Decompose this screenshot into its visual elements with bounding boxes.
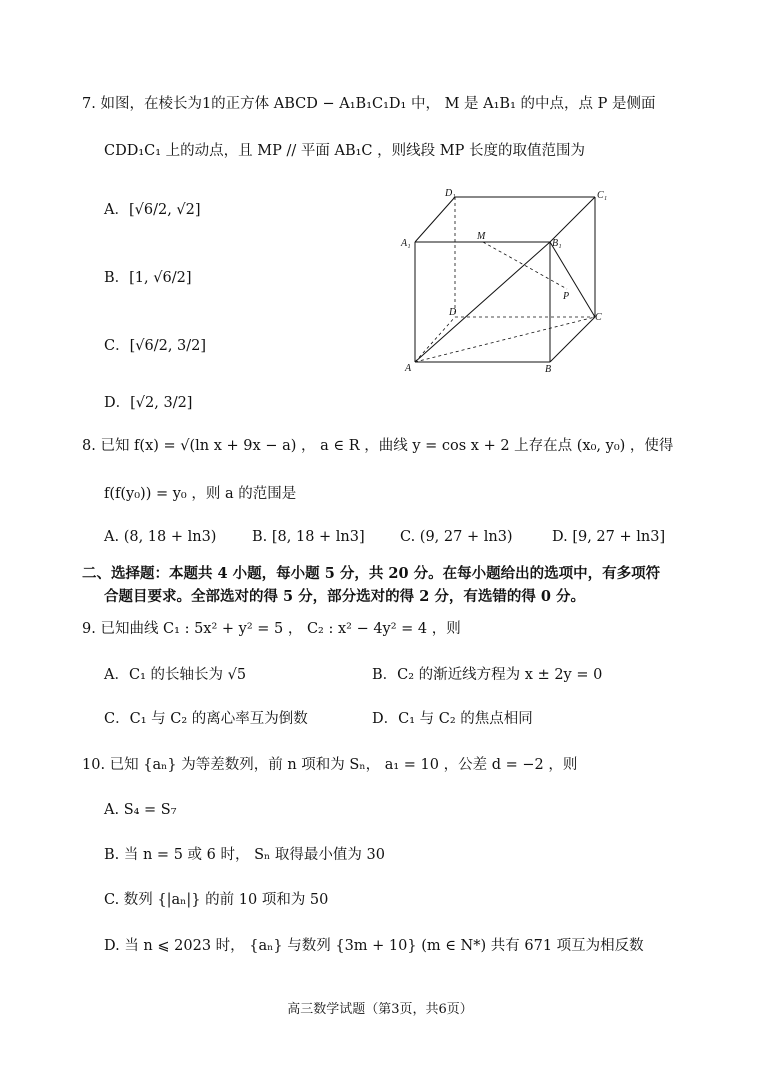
page-footer: 高三数学试题（第3页，共6页） — [287, 1002, 473, 1017]
q9-option-b: B．C₂ 的渐近线方程为 x ± 2y = 0 — [372, 667, 603, 683]
section2-heading-line1: 二、选择题：本题共 4 小题，每小题 5 分，共 20 分。在每小题给出的选项中，有多项符 — [82, 565, 661, 582]
label-b: B — [545, 364, 552, 375]
edge-ab1 — [415, 242, 550, 362]
label-m: M — [477, 231, 486, 242]
label-a: A — [405, 363, 412, 374]
q9-stem: 9. 已知曲线 C₁ : 5x² + y² = 5 ， C₂ : x² − 4y² = 4 ，则 — [82, 621, 461, 637]
q10-option-d: D. 当 n ⩽ 2023 时， {aₙ} 与数列 {3m + 10} (m ∈ N*) 共有 671 项互为相反数 — [104, 938, 644, 954]
q10-option-a: A. S₄ = S₇ — [104, 802, 177, 818]
q8-option-c: C. (9, 27 + ln3) — [400, 529, 513, 545]
label-d1: D₁ — [445, 188, 456, 199]
edge-b1c — [550, 242, 595, 317]
label-b1: B₁ — [552, 238, 562, 249]
q7-option-a: A．[√6/2, √2] — [104, 202, 201, 218]
edge-bc — [550, 317, 595, 362]
q10-option-b: B. 当 n = 5 或 6 时， Sₙ 取得最小值为 30 — [104, 847, 385, 863]
q7-option-b: B．[1, √6/2] — [104, 270, 192, 286]
q10-stem: 10. 已知 {aₙ} 为等差数列，前 n 项和为 Sₙ， a₁ = 10 ，公差 d = −2 ，则 — [82, 757, 578, 773]
q9-option-d: D．C₁ 与 C₂ 的焦点相同 — [372, 711, 533, 727]
label-c1: C₁ — [597, 190, 608, 201]
label-p: P — [563, 291, 570, 302]
section2-heading-line2: 合题目要求。全部选对的得 5 分，部分选对的得 2 分，有选错的得 0 分。 — [104, 588, 586, 605]
q8-option-b: B. [8, 18 + ln3] — [252, 529, 365, 545]
q8-option-d: D. [9, 27 + ln3] — [552, 529, 666, 545]
q9-option-c: C．C₁ 与 C₂ 的离心率互为倒数 — [104, 711, 308, 727]
label-a1: A₁ — [401, 238, 411, 249]
q10-option-c: C. 数列 {|aₙ|} 的前 10 项和为 50 — [104, 892, 329, 908]
q8-stem-line2: f(f(y₀)) = y₀ ，则 a 的范围是 — [104, 486, 297, 502]
diag-ac-hidden — [415, 317, 595, 362]
label-d: D — [449, 307, 457, 318]
cube-figure — [395, 182, 625, 382]
q7-option-d: D．[√2, 3/2] — [104, 395, 193, 411]
q7-stem-line1: 7. 如图，在棱长为1的正方体 ABCD − A₁B₁C₁D₁ 中， M 是 A₁B₁ 的中点，点 P 是侧面 — [82, 96, 656, 112]
q7-option-c: C．[√6/2, 3/2] — [104, 338, 207, 354]
edge-ad-hidden — [415, 317, 455, 362]
q7-stem-line2: CDD₁C₁ 上的动点，且 MP // 平面 AB₁C ，则线段 MP 长度的取值范围为 — [104, 143, 585, 159]
q9-option-a: A．C₁ 的长轴长为 √5 — [104, 667, 247, 683]
q8-stem-line1: 8. 已知 f(x) = √(ln x + 9x − a) ， a ∈ R ，曲线 y = cos x + 2 上存在点 (x₀, y₀) ，使得 — [82, 438, 674, 454]
edge-b1c1 — [550, 197, 595, 242]
label-c: C — [595, 312, 602, 323]
q8-option-a: A. (8, 18 + ln3) — [104, 529, 217, 545]
edge-a1d1 — [415, 197, 455, 242]
